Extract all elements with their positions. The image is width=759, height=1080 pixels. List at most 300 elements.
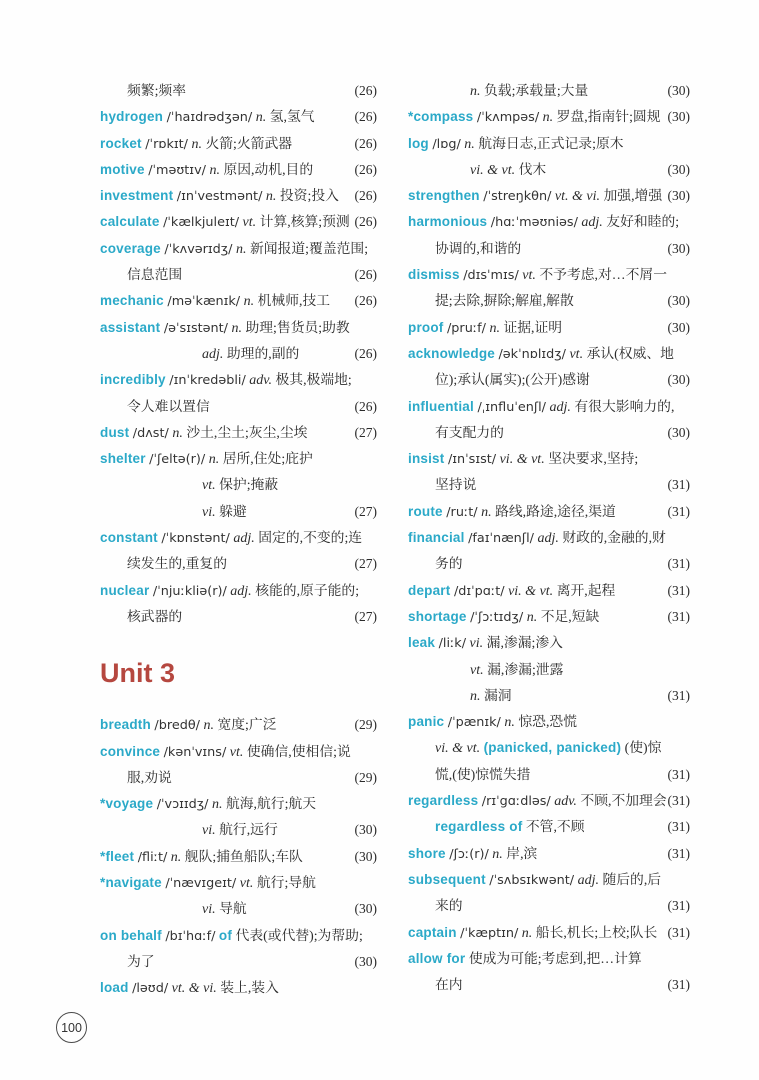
entry-line [100, 78, 377, 104]
page-ref: (30) [667, 109, 690, 125]
pos-label: n. [526, 609, 538, 625]
definition-text: 信息范围 [127, 267, 183, 283]
page-ref: (31) [667, 793, 690, 809]
phonetic: /ˈpænɪk/ [447, 715, 501, 731]
pos-label: adj. [233, 531, 255, 547]
definition-text: 离开,起程 [556, 582, 616, 598]
page-ref: (31) [667, 582, 690, 598]
headword: on behalf [100, 927, 162, 943]
pos-label: n. [243, 294, 255, 310]
phonetic: /ˈnjuːkliə(r)/ [152, 583, 227, 599]
definition-text: 坚持说 [435, 477, 477, 493]
definition-text: 原因,动机,目的 [223, 161, 314, 177]
definition-text: 保护;掩蔽 [219, 477, 279, 493]
pos-label: vt. [242, 215, 257, 231]
entry-line [408, 183, 690, 209]
page-ref: (27) [354, 608, 377, 624]
headword: *voyage [100, 796, 154, 812]
page-ref: (29) [354, 769, 377, 785]
entry-line [100, 446, 377, 472]
entry-content [408, 525, 690, 552]
entry-content [127, 78, 353, 105]
definition-text: 为了 [127, 953, 155, 969]
definition-text: 务的 [435, 556, 463, 572]
definition-text: 随后的,后 [602, 871, 662, 887]
headword: harmonious [408, 214, 488, 230]
page-ref: (31) [667, 766, 690, 782]
entry-content [408, 183, 666, 210]
entry-line [100, 262, 377, 288]
definition-text: 在内 [435, 977, 463, 993]
pos-label: n. [236, 241, 247, 257]
entry-line [100, 394, 377, 420]
entry-content [435, 367, 666, 394]
headword: dust [100, 424, 130, 440]
entry-line [408, 788, 690, 814]
headword: financial [408, 530, 465, 546]
pos-label: n. [203, 718, 214, 734]
entry-content [100, 420, 353, 447]
entry-line [100, 499, 377, 525]
entry-content [127, 604, 353, 631]
entry-line [408, 78, 690, 104]
page-number-bubble [56, 1012, 87, 1043]
entry-content [100, 739, 377, 766]
entry-content [408, 499, 666, 526]
phonetic: /ɪnˈvestmənt/ [176, 189, 263, 205]
definition-text: 证据,证明 [503, 319, 563, 335]
page-ref: (31) [667, 977, 690, 993]
entry-content [100, 446, 377, 473]
definition-text: 助理;售货员;助教 [245, 319, 350, 335]
phonetic: /ʃɔː(r)/ [449, 846, 489, 862]
pos-label: adj. [202, 346, 224, 362]
headword: acknowledge [408, 345, 495, 361]
pos-label: n. [481, 504, 492, 520]
headword: subsequent [408, 871, 486, 887]
pos-label: adv. [554, 794, 577, 810]
page-ref: (27) [354, 424, 377, 440]
entry-content [127, 394, 353, 421]
phonetic: /dɪsˈmɪs/ [463, 268, 519, 284]
entry-content [435, 472, 666, 499]
pos-label: vi. [469, 636, 484, 652]
definition-text: 漏,渗漏;渗入 [486, 635, 563, 651]
entry-content [408, 578, 666, 605]
entry-content [408, 341, 690, 368]
page-ref: (30) [667, 319, 690, 335]
definition-text: 极其,极端地; [275, 372, 352, 388]
definition-text: 代表(或代替);为帮助; [235, 927, 363, 943]
definition-text: 航海日志,正式记录;原木 [478, 135, 624, 151]
headword: shore [408, 845, 446, 861]
definition-text: 导航 [219, 901, 247, 917]
definition-text: 友好和睦的; [606, 214, 680, 230]
entry-content [100, 209, 353, 236]
entry-content [435, 972, 666, 999]
pos-label: n. [489, 320, 500, 336]
entry-line [100, 525, 377, 551]
entry-line [100, 131, 377, 157]
entry-line [408, 946, 690, 972]
phonetic: /pruːf/ [447, 320, 486, 336]
headword: constant [100, 530, 158, 546]
entry-line [408, 893, 690, 919]
pos-label: n. [492, 846, 503, 862]
entry-line [100, 209, 377, 235]
entry-line [408, 394, 690, 420]
entry-line [408, 315, 690, 341]
headword: hydrogen [100, 109, 164, 125]
entry-line [408, 131, 690, 157]
pos-label: vt. & vi. [554, 189, 601, 205]
page-ref: (30) [667, 83, 690, 98]
headword: shelter [100, 451, 146, 467]
phonetic: /rɪˈgɑːdləs/ [481, 794, 551, 810]
definition-text: 财政的,金融的,财 [562, 530, 666, 546]
phonetic: /ˈʃeltə(r)/ [149, 452, 206, 468]
phonetic: /liːk/ [438, 636, 467, 652]
definition-text: 漏,渗漏;泄露 [487, 661, 564, 677]
definition-text: 航行;导航 [256, 875, 316, 891]
definition-text: 提;去除,摒除;解雇,解散 [435, 293, 574, 309]
phonetic: /fliːt/ [137, 849, 168, 865]
entry-content [408, 446, 690, 473]
entry-content [408, 867, 690, 894]
page-ref: (30) [354, 848, 377, 864]
pos-label: vi. & vt. [499, 452, 545, 468]
definition-text: 服,劝说 [127, 769, 172, 785]
page-ref: (26) [354, 398, 377, 414]
entry-content [408, 788, 666, 815]
entry-content [202, 341, 353, 368]
pos-label: vi. & vt. [508, 583, 554, 599]
phonetic: /ˈkʌvərɪdʒ/ [164, 241, 233, 257]
pos-label: vt. [522, 268, 536, 284]
entry-content [100, 525, 377, 552]
entry-line [408, 762, 690, 788]
page-ref: (30) [667, 293, 690, 309]
entry-line [408, 735, 690, 761]
page-ref: (26) [354, 135, 377, 151]
entry-line [100, 236, 377, 262]
entry-content [435, 420, 666, 447]
entry-content [202, 499, 353, 526]
phonetic: /ˈhaɪdrədʒən/ [166, 110, 253, 126]
phonetic: /bredθ/ [154, 718, 200, 734]
definition-text: 坚决要求,坚持; [548, 451, 639, 467]
headword: leak [408, 635, 436, 651]
entry-content [100, 923, 377, 950]
definition-text: 慌,(使)惊慌失措 [435, 766, 531, 782]
pos-label: n. [470, 688, 481, 704]
glossary-column-right [408, 78, 690, 1002]
definition-text: 罗盘,指南针;圆规 [556, 109, 661, 125]
pos-label: n. [231, 320, 242, 336]
entry-content [127, 551, 353, 578]
pos-label: n. [542, 110, 554, 126]
entry-line [408, 551, 690, 577]
entry-line [408, 630, 690, 656]
entry-line [408, 262, 690, 288]
definition-text: 新闻报道;覆盖范围; [250, 240, 369, 256]
headword: dismiss [408, 267, 460, 283]
definition-text: 不顾,不加理会 [580, 793, 667, 809]
entry-content [100, 157, 353, 184]
headword: allow for [408, 950, 466, 966]
headword: nuclear [100, 582, 150, 598]
phonetic: /dɪˈpɑːt/ [453, 583, 505, 599]
entry-line [408, 420, 690, 446]
entry-content [100, 131, 353, 158]
page-ref: (31) [667, 477, 690, 493]
phonetic: /faɪˈnænʃl/ [468, 531, 534, 547]
pos-label: adj. [230, 583, 252, 599]
page-ref: (31) [667, 924, 690, 940]
phonetic: /ˈkælkjuleɪt/ [163, 215, 240, 231]
page-ref: (26) [354, 161, 377, 177]
entry-content [100, 578, 377, 605]
pos-label: n. [170, 849, 182, 865]
entry-content [100, 712, 353, 739]
definition-text: 使确信,使相信;说 [246, 743, 351, 759]
headword: assistant [100, 319, 161, 335]
definition-text: 火箭;火箭武器 [205, 135, 293, 151]
phonetic: /ɪnˈsɪst/ [447, 452, 497, 468]
entry-content [435, 236, 666, 263]
entry-content [408, 920, 666, 947]
phonetic: /ˈrɒkɪt/ [145, 136, 188, 152]
phonetic: /lɒg/ [432, 136, 461, 152]
page-ref: (26) [354, 345, 377, 361]
headword: regardless of [435, 819, 523, 835]
pos-label: vi. [202, 902, 216, 918]
headword: strengthen [408, 188, 480, 204]
headword: coverage [100, 240, 161, 256]
definition-text: 助理的,副的 [226, 345, 300, 361]
definition-text: 路线,路途,途径,渠道 [495, 503, 616, 519]
definition-text: 漏洞 [484, 687, 512, 703]
pos-label: vt. [470, 662, 484, 678]
entry-line [408, 841, 690, 867]
page-ref: (31) [667, 687, 690, 703]
phonetic: /əkˈnɒlɪdʒ/ [498, 346, 566, 362]
definition-text: 承认(权威、地 [586, 345, 674, 361]
phonetic: /ˌɪnfluˈenʃl/ [477, 399, 546, 415]
headword: incredibly [100, 372, 166, 388]
headword: *navigate [100, 875, 162, 891]
entry-line [100, 896, 377, 922]
entry-line [408, 209, 690, 235]
definition-text: 核武器的 [127, 608, 183, 624]
entry-line [100, 420, 377, 446]
headword: panic [408, 714, 445, 730]
entry-content [470, 683, 666, 710]
entry-line [100, 341, 377, 367]
headword: proof [408, 319, 444, 335]
entry-line [408, 525, 690, 551]
phonetic: /əˈsɪstənt/ [163, 320, 228, 336]
headword: calculate [100, 214, 160, 230]
definition-text: 位);承认(属实);(公开)感谢 [435, 372, 590, 388]
headword: investment [100, 188, 174, 204]
definition-text: 宽度;广泛 [217, 717, 277, 733]
pos-label: adj. [537, 531, 559, 547]
entry-content [470, 157, 666, 184]
headword: of [218, 927, 233, 943]
page-ref: (30) [354, 901, 377, 917]
headword: captain [408, 924, 457, 940]
entry-line [408, 683, 690, 709]
pos-label: adj. [581, 215, 603, 231]
entry-content [202, 817, 353, 844]
entry-line [408, 578, 690, 604]
phonetic: /ˈkɒnstənt/ [161, 531, 230, 547]
page-ref: (31) [667, 819, 690, 835]
definition-text: 有很大影响力的, [574, 398, 675, 414]
entry-line [100, 472, 377, 498]
page-ref: (31) [667, 556, 690, 572]
entry-line [100, 315, 377, 341]
headword: log [408, 135, 429, 151]
unit-heading: Unit 3 [100, 658, 176, 689]
headword: depart [408, 582, 451, 598]
page-ref: (26) [354, 188, 377, 204]
headword: motive [100, 161, 145, 177]
headword: (panicked, panicked) [483, 740, 622, 756]
page-ref: (30) [667, 372, 690, 388]
definition-text: 核能的,原子能的; [255, 582, 360, 598]
phonetic: /dʌst/ [132, 425, 169, 441]
entry-content [202, 896, 353, 923]
entry-content [470, 78, 666, 105]
phonetic: /bɪˈhɑːf/ [165, 928, 216, 944]
definition-text: 舰队;捕鱼船队;车队 [184, 848, 303, 864]
headword: influential [408, 398, 474, 414]
pos-label: vi. & vt. [470, 162, 516, 178]
entry-line [100, 157, 377, 183]
entry-line [100, 551, 377, 577]
entry-content [100, 104, 353, 131]
pos-label: vi. [202, 823, 216, 839]
pos-label: adv. [249, 373, 272, 389]
page-ref: (26) [354, 109, 377, 125]
page-ref: (30) [354, 953, 377, 969]
entry-content [408, 131, 690, 158]
entry-content [408, 104, 666, 131]
phonetic: /ˈməʊtɪv/ [148, 162, 206, 178]
entry-line [408, 657, 690, 683]
page-ref: (27) [354, 503, 377, 519]
page-ref: (26) [354, 267, 377, 283]
definition-text: 计算,核算;预测 [259, 214, 350, 230]
definition-text: 岸,滨 [506, 845, 538, 861]
entry-line [408, 972, 690, 998]
entry-content [408, 630, 690, 657]
page-ref: (29) [354, 717, 377, 733]
page-ref: (26) [354, 293, 377, 309]
entry-content [408, 841, 666, 868]
entry-line [408, 814, 690, 840]
headword: regardless [408, 793, 479, 809]
pos-label: vt. [239, 876, 254, 892]
definition-text: 氢,氢气 [269, 109, 315, 125]
phonetic: /kənˈvɪns/ [163, 744, 227, 760]
entry-content [202, 472, 377, 499]
glossary-column-left [100, 78, 377, 1002]
entry-line [100, 870, 377, 896]
phonetic: /ˈvɔɪɪdʒ/ [156, 797, 209, 813]
entry-line [100, 975, 377, 1001]
entry-line [408, 157, 690, 183]
entry-line [100, 949, 377, 975]
phonetic: /ˈnævɪgeɪt/ [165, 876, 237, 892]
entry-content [408, 209, 690, 236]
pos-label: vt. [202, 478, 216, 494]
headword: *fleet [100, 848, 135, 864]
entry-line [408, 367, 690, 393]
entry-line [100, 604, 377, 630]
pos-label: n. [265, 189, 277, 205]
pos-label: n. [504, 715, 515, 731]
page-ref: (26) [354, 83, 377, 98]
pos-label: n. [470, 84, 481, 99]
pos-label: vt. & vi. [171, 981, 217, 997]
entry-content [435, 551, 666, 578]
definition-text: 续发生的,重复的 [127, 556, 228, 572]
definition-text: 来的 [435, 898, 463, 914]
pos-label: n. [255, 110, 267, 126]
entry-content [100, 288, 353, 315]
entry-line [100, 183, 377, 209]
entry-content [435, 814, 666, 841]
page-ref: (30) [667, 161, 690, 177]
definition-text: 频繁;频率 [127, 83, 187, 98]
definition-text: 装上,装入 [220, 980, 279, 996]
page-ref: (27) [354, 556, 377, 572]
pos-label: vt. [229, 744, 244, 760]
phonetic: /hɑːˈməʊniəs/ [490, 215, 578, 231]
definition-text: 机械师,技工 [257, 293, 331, 309]
pos-label: adj. [577, 872, 599, 888]
entry-content [435, 288, 666, 315]
definition-text: 航行,远行 [219, 822, 278, 838]
definition-text: 惊恐,恐慌 [518, 714, 578, 730]
definition-text: 使成为可能;考虑到,把…计算 [468, 950, 642, 966]
entry-content [100, 236, 377, 263]
phonetic: /ˈsʌbsɪkwənt/ [489, 872, 575, 888]
entry-content [100, 975, 377, 1002]
definition-text: 负载;承载量;大量 [484, 83, 589, 98]
entry-line [100, 712, 377, 738]
pos-label: n. [211, 797, 223, 813]
definition-text: 伐木 [518, 161, 547, 177]
entry-content [100, 315, 377, 342]
pos-label: adj. [549, 399, 571, 415]
phonetic: /ˈkæptɪn/ [460, 925, 519, 941]
page-ref: (30) [667, 424, 690, 440]
definition-text: 投资;投入 [279, 188, 339, 204]
page-ref: (31) [667, 898, 690, 914]
entry-line [408, 920, 690, 946]
entry-content [127, 765, 353, 792]
headword: *compass [408, 109, 474, 125]
phonetic: /ˈʃɔːtɪdʒ/ [470, 609, 524, 625]
page-ref: (30) [354, 822, 377, 838]
entry-content [408, 394, 690, 421]
phonetic: /məˈkænɪk/ [167, 294, 241, 310]
headword: breadth [100, 717, 151, 733]
